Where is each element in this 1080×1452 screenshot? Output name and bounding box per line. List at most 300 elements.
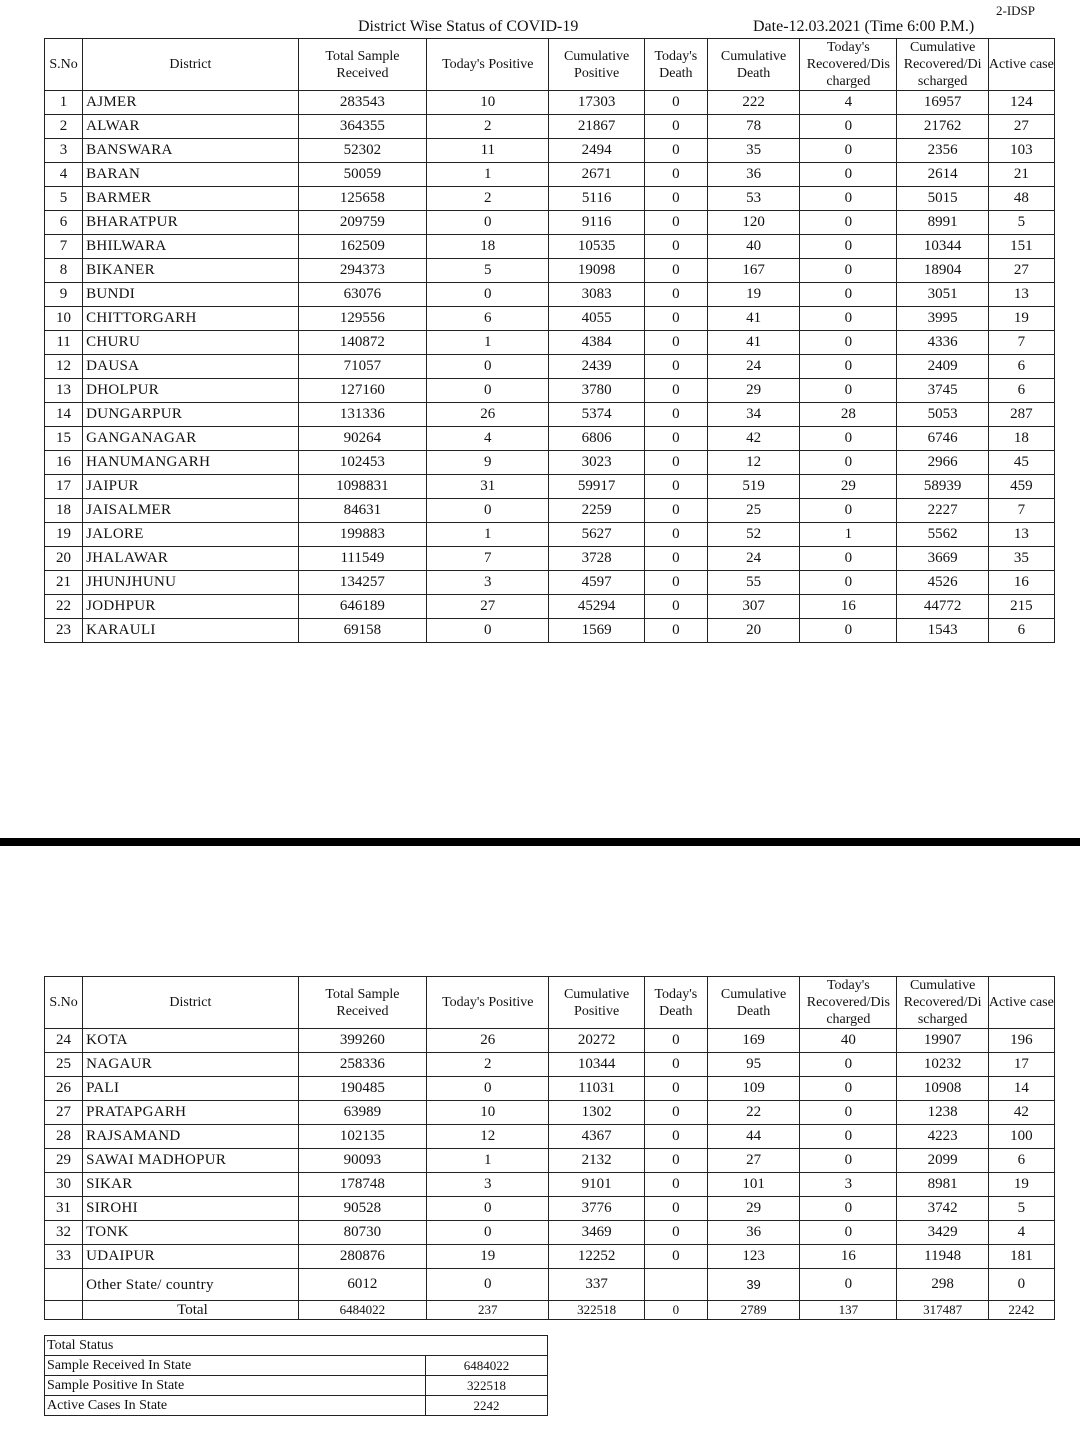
cell-today-death: 0 [644, 331, 707, 355]
cell-active-case: 13 [988, 523, 1054, 547]
cell-total-sample: 134257 [298, 571, 426, 595]
cell-cumulative-recovered: 3429 [897, 1221, 988, 1245]
cell-active-case: 124 [988, 91, 1054, 115]
cell-cumulative-positive: 337 [549, 1269, 644, 1301]
cell-sno: 17 [45, 475, 83, 499]
cell-cumulative-positive: 12252 [549, 1245, 644, 1269]
cell-today-death [644, 1269, 707, 1301]
cell-today-death: 0 [644, 1101, 707, 1125]
cell-cumulative-death: 222 [707, 91, 799, 115]
cell-active-case: 6 [988, 379, 1054, 403]
cell-total-sample: 63076 [298, 283, 426, 307]
cell-cumulative-death: 519 [707, 475, 799, 499]
cell-cumulative-death: 27 [707, 1149, 799, 1173]
cell-cumulative-recovered: 21762 [897, 115, 988, 139]
table-header-row [45, 39, 1055, 91]
cell-cumulative-recovered: 10232 [897, 1053, 988, 1077]
table-row [45, 475, 1055, 499]
cell-today-death: 0 [644, 91, 707, 115]
cell-today-recovered: 16 [800, 595, 897, 619]
status-label: Sample Positive In State [45, 1376, 426, 1396]
report-code: 2-IDSP [996, 3, 1036, 18]
cell-cumulative-positive: 2439 [549, 355, 644, 379]
cell-today-positive: 1 [427, 163, 549, 187]
cell-sno: 6 [45, 211, 83, 235]
cell-cumulative-death: 169 [707, 1029, 799, 1053]
cell-total-sample: 209759 [298, 211, 426, 235]
cell-total-sample: 50059 [298, 163, 426, 187]
cell-today-recovered: 0 [800, 451, 897, 475]
cell-today-recovered: 0 [800, 1221, 897, 1245]
cell-total-sample: 399260 [298, 1029, 426, 1053]
cell-sno: 23 [45, 619, 83, 643]
cell-cumulative-positive: 6806 [549, 427, 644, 451]
cell-district: DHOLPUR [83, 379, 299, 403]
cell-today-death: 0 [644, 307, 707, 331]
col-sno: S.No [45, 39, 83, 91]
cell-today-recovered: 0 [800, 1149, 897, 1173]
table-row [45, 379, 1055, 403]
cell-cumulative-recovered: 2966 [897, 451, 988, 475]
cell-cumulative-recovered: 2614 [897, 163, 988, 187]
cell-sno: 14 [45, 403, 83, 427]
cell-today-positive: 0 [427, 619, 549, 643]
cell-today-positive: 0 [427, 1221, 549, 1245]
cell-total-sample: 1098831 [298, 475, 426, 499]
col-active-case: Active case [988, 977, 1054, 1029]
cell-cumulative-positive: 2132 [549, 1149, 644, 1173]
cell-cumulative-positive: 2494 [549, 139, 644, 163]
cell-district: UDAIPUR [83, 1245, 299, 1269]
cell-cumulative-recovered: 2099 [897, 1149, 988, 1173]
cell-cumulative-recovered: 298 [897, 1269, 988, 1301]
cell-cumulative-positive: 11031 [549, 1077, 644, 1101]
cell-cumulative-recovered: 2356 [897, 139, 988, 163]
table-row [45, 187, 1055, 211]
cell-today-positive: 26 [427, 403, 549, 427]
table-row [45, 283, 1055, 307]
cell-sno: 3 [45, 139, 83, 163]
cell-today-positive: 0 [427, 355, 549, 379]
cell-total-sample: 127160 [298, 379, 426, 403]
cell-cumulative-recovered: 18904 [897, 259, 988, 283]
cell-today-death: 0 [644, 1125, 707, 1149]
cell-district: PRATAPGARH [83, 1101, 299, 1125]
cell-sno: 12 [45, 355, 83, 379]
cell-cumulative-death: 34 [707, 403, 799, 427]
cell-today-positive: 1 [427, 331, 549, 355]
cell-today-recovered: 40 [800, 1029, 897, 1053]
cell-active-case: 196 [988, 1029, 1054, 1053]
table-row [45, 91, 1055, 115]
cell-cumulative-recovered: 5562 [897, 523, 988, 547]
cell-total-sample: 364355 [298, 115, 426, 139]
cell-today-recovered: 0 [800, 259, 897, 283]
cell-cumulative-recovered: 16957 [897, 91, 988, 115]
total-today-death: 0 [644, 1301, 707, 1320]
table-row [45, 403, 1055, 427]
cell-cumulative-recovered: 3995 [897, 307, 988, 331]
cell-today-death: 0 [644, 283, 707, 307]
cell-sno [45, 1301, 83, 1320]
cell-active-case: 18 [988, 427, 1054, 451]
cell-cumulative-death: 101 [707, 1173, 799, 1197]
status-value: 2242 [426, 1396, 548, 1416]
cell-cumulative-positive: 3780 [549, 379, 644, 403]
total-label: Total [83, 1301, 299, 1320]
cell-cumulative-death: 307 [707, 595, 799, 619]
cell-cumulative-death: 109 [707, 1077, 799, 1101]
cell-district: SIROHI [83, 1197, 299, 1221]
cell-sno: 8 [45, 259, 83, 283]
cell-today-recovered: 0 [800, 547, 897, 571]
cell-today-death: 0 [644, 259, 707, 283]
cell-cumulative-positive: 5116 [549, 187, 644, 211]
cell-district: CHURU [83, 331, 299, 355]
cell-cumulative-recovered: 2409 [897, 355, 988, 379]
col-cumulative-death: Cumulative Death [707, 977, 799, 1029]
cell-active-case: 19 [988, 1173, 1054, 1197]
col-district: District [83, 39, 299, 91]
report-datetime: Date-12.03.2021 (Time 6:00 P.M.) [753, 18, 975, 35]
cell-district: BARMER [83, 187, 299, 211]
cell-active-case: 16 [988, 571, 1054, 595]
cell-today-positive: 3 [427, 571, 549, 595]
cell-today-death: 0 [644, 211, 707, 235]
cell-cumulative-recovered: 4223 [897, 1125, 988, 1149]
cell-active-case: 27 [988, 115, 1054, 139]
cell-total-sample: 125658 [298, 187, 426, 211]
cell-cumulative-death: 123 [707, 1245, 799, 1269]
cell-sno: 31 [45, 1197, 83, 1221]
cell-total-sample: 131336 [298, 403, 426, 427]
col-today-recovered: Today's Recovered/Dis charged [800, 977, 897, 1029]
cell-district: BARAN [83, 163, 299, 187]
cell-sno: 30 [45, 1173, 83, 1197]
cell-sno: 22 [45, 595, 83, 619]
cell-district: AJMER [83, 91, 299, 115]
cell-active-case: 100 [988, 1125, 1054, 1149]
cell-cumulative-positive: 5374 [549, 403, 644, 427]
table-row [45, 595, 1055, 619]
district-table-part2 [44, 976, 1055, 1320]
cell-today-positive: 2 [427, 187, 549, 211]
cell-district: ALWAR [83, 115, 299, 139]
cell-total-sample: 190485 [298, 1077, 426, 1101]
cell-sno: 26 [45, 1077, 83, 1101]
cell-cumulative-death: 120 [707, 211, 799, 235]
cell-total-sample: 52302 [298, 139, 426, 163]
cell-active-case: 215 [988, 595, 1054, 619]
cell-today-recovered: 16 [800, 1245, 897, 1269]
cell-sno: 13 [45, 379, 83, 403]
cell-today-death: 0 [644, 235, 707, 259]
cell-cumulative-death: 25 [707, 499, 799, 523]
cell-cumulative-death: 20 [707, 619, 799, 643]
cell-today-recovered: 0 [800, 1053, 897, 1077]
cell-cumulative-positive: 9101 [549, 1173, 644, 1197]
cell-today-recovered: 4 [800, 91, 897, 115]
cell-total-sample: 63989 [298, 1101, 426, 1125]
cell-district: BIKANER [83, 259, 299, 283]
other-state-row [45, 1269, 1055, 1301]
cell-total-sample: 90093 [298, 1149, 426, 1173]
col-district: District [83, 977, 299, 1029]
cell-today-recovered: 0 [800, 211, 897, 235]
cell-cumulative-death: 41 [707, 307, 799, 331]
cell-cumulative-positive: 4384 [549, 331, 644, 355]
cell-cumulative-positive: 21867 [549, 115, 644, 139]
cell-cumulative-death: 36 [707, 163, 799, 187]
cell-active-case: 0 [988, 1269, 1054, 1301]
cell-cumulative-positive: 1302 [549, 1101, 644, 1125]
cell-sno: 20 [45, 547, 83, 571]
cell-cumulative-recovered: 44772 [897, 595, 988, 619]
cell-sno: 9 [45, 283, 83, 307]
col-today-positive: Today's Positive [427, 39, 549, 91]
cell-sno: 27 [45, 1101, 83, 1125]
cell-today-recovered: 0 [800, 1197, 897, 1221]
cell-district: BANSWARA [83, 139, 299, 163]
cell-district: JAIPUR [83, 475, 299, 499]
table-row [45, 211, 1055, 235]
cell-today-death: 0 [644, 403, 707, 427]
cell-active-case: 5 [988, 1197, 1054, 1221]
table-row [45, 331, 1055, 355]
cell-total-sample: 69158 [298, 619, 426, 643]
cell-cumulative-positive: 4055 [549, 307, 644, 331]
cell-cumulative-positive: 3728 [549, 547, 644, 571]
cell-active-case: 45 [988, 451, 1054, 475]
cell-cumulative-positive: 5627 [549, 523, 644, 547]
report-title: District Wise Status of COVID-19 [358, 18, 579, 35]
cell-today-death: 0 [644, 451, 707, 475]
cell-sno: 7 [45, 235, 83, 259]
cell-cumulative-recovered: 19907 [897, 1029, 988, 1053]
cell-cumulative-death: 55 [707, 571, 799, 595]
cell-district: GANGANAGAR [83, 427, 299, 451]
cell-cumulative-positive: 9116 [549, 211, 644, 235]
cell-sno: 19 [45, 523, 83, 547]
cell-today-recovered: 0 [800, 355, 897, 379]
cell-today-recovered: 0 [800, 115, 897, 139]
table-row [45, 1221, 1055, 1245]
cell-total-sample: 294373 [298, 259, 426, 283]
cell-total-sample: 258336 [298, 1053, 426, 1077]
cell-today-positive: 31 [427, 475, 549, 499]
cell-district: JHALAWAR [83, 547, 299, 571]
cell-today-death: 0 [644, 475, 707, 499]
cell-district: NAGAUR [83, 1053, 299, 1077]
district-table-part1 [44, 38, 1055, 643]
cell-total-sample: 129556 [298, 307, 426, 331]
cell-today-positive: 5 [427, 259, 549, 283]
cell-cumulative-positive: 17303 [549, 91, 644, 115]
cell-today-recovered: 0 [800, 163, 897, 187]
cell-today-positive: 3 [427, 1173, 549, 1197]
cell-today-death: 0 [644, 1029, 707, 1053]
table-row [45, 619, 1055, 643]
cell-cumulative-death: 42 [707, 427, 799, 451]
cell-cumulative-positive: 59917 [549, 475, 644, 499]
cell-today-death: 0 [644, 595, 707, 619]
cell-today-positive: 9 [427, 451, 549, 475]
cell-total-sample: 283543 [298, 91, 426, 115]
cell-cumulative-death: 78 [707, 115, 799, 139]
cell-district: BUNDI [83, 283, 299, 307]
cell-sno: 2 [45, 115, 83, 139]
cell-cumulative-death: 35 [707, 139, 799, 163]
total-today-recovered: 137 [800, 1301, 897, 1320]
cell-today-recovered: 0 [800, 571, 897, 595]
table-row [45, 451, 1055, 475]
cell-district: JHUNJHUNU [83, 571, 299, 595]
cell-district: CHITTORGARH [83, 307, 299, 331]
cell-cumulative-recovered: 1238 [897, 1101, 988, 1125]
cell-today-recovered: 0 [800, 1269, 897, 1301]
cell-cumulative-positive: 4367 [549, 1125, 644, 1149]
cell-active-case: 287 [988, 403, 1054, 427]
cell-district: JODHPUR [83, 595, 299, 619]
cell-active-case: 4 [988, 1221, 1054, 1245]
cell-today-recovered: 0 [800, 307, 897, 331]
col-today-death: Today's Death [644, 39, 707, 91]
cell-sno: 21 [45, 571, 83, 595]
total-cumulative-positive: 322518 [549, 1301, 644, 1320]
table-row [45, 1053, 1055, 1077]
cell-today-positive: 0 [427, 1269, 549, 1301]
cell-active-case: 103 [988, 139, 1054, 163]
total-status-table [44, 1335, 548, 1416]
table-row [45, 1101, 1055, 1125]
cell-active-case: 21 [988, 163, 1054, 187]
cell-today-recovered: 0 [800, 1101, 897, 1125]
cell-cumulative-death: 44 [707, 1125, 799, 1149]
cell-today-recovered: 0 [800, 331, 897, 355]
cell-today-death: 0 [644, 1221, 707, 1245]
cell-today-positive: 7 [427, 547, 549, 571]
col-total-sample: Total Sample Received [298, 39, 426, 91]
col-today-positive: Today's Positive [427, 977, 549, 1029]
cell-cumulative-recovered: 3742 [897, 1197, 988, 1221]
cell-today-death: 0 [644, 1149, 707, 1173]
cell-sno [45, 1269, 83, 1301]
cell-district: SIKAR [83, 1173, 299, 1197]
cell-cumulative-recovered: 10344 [897, 235, 988, 259]
cell-active-case: 13 [988, 283, 1054, 307]
cell-cumulative-death: 53 [707, 187, 799, 211]
cell-active-case: 7 [988, 331, 1054, 355]
table-row [45, 547, 1055, 571]
cell-total-sample: 646189 [298, 595, 426, 619]
cell-today-recovered: 0 [800, 427, 897, 451]
cell-today-death: 0 [644, 1245, 707, 1269]
cell-cumulative-recovered: 58939 [897, 475, 988, 499]
cell-cumulative-death: 167 [707, 259, 799, 283]
cell-total-sample: 90528 [298, 1197, 426, 1221]
table-row [45, 1149, 1055, 1173]
cell-today-positive: 12 [427, 1125, 549, 1149]
cell-cumulative-recovered: 1543 [897, 619, 988, 643]
cell-today-recovered: 0 [800, 619, 897, 643]
cell-today-recovered: 0 [800, 235, 897, 259]
table-row [45, 427, 1055, 451]
col-today-recovered: Today's Recovered/Dis charged [800, 39, 897, 91]
cell-active-case: 27 [988, 259, 1054, 283]
total-cumulative-recovered: 317487 [897, 1301, 988, 1320]
cell-active-case: 151 [988, 235, 1054, 259]
cell-today-positive: 10 [427, 1101, 549, 1125]
cell-cumulative-death: 52 [707, 523, 799, 547]
cell-sno: 11 [45, 331, 83, 355]
total-cumulative-death: 2789 [707, 1301, 799, 1320]
cell-cumulative-positive: 10535 [549, 235, 644, 259]
cell-today-recovered: 0 [800, 283, 897, 307]
cell-total-sample: 111549 [298, 547, 426, 571]
cell-today-positive: 19 [427, 1245, 549, 1269]
cell-district: HANUMANGARH [83, 451, 299, 475]
cell-sno: 15 [45, 427, 83, 451]
cell-cumulative-death: 39 [707, 1269, 799, 1301]
total-active-case: 2242 [988, 1301, 1054, 1320]
cell-today-positive: 11 [427, 139, 549, 163]
cell-cumulative-positive: 3469 [549, 1221, 644, 1245]
status-label: Active Cases In State [45, 1396, 426, 1416]
cell-sno: 28 [45, 1125, 83, 1149]
cell-district: Other State/ country [83, 1269, 299, 1301]
cell-today-death: 0 [644, 427, 707, 451]
cell-cumulative-positive: 1569 [549, 619, 644, 643]
cell-today-positive: 10 [427, 91, 549, 115]
cell-today-positive: 1 [427, 523, 549, 547]
cell-total-sample: 280876 [298, 1245, 426, 1269]
cell-today-positive: 1 [427, 1149, 549, 1173]
cell-cumulative-recovered: 8981 [897, 1173, 988, 1197]
col-cumulative-positive: Cumulative Positive [549, 39, 644, 91]
cell-today-death: 0 [644, 115, 707, 139]
cell-active-case: 42 [988, 1101, 1054, 1125]
table-row [45, 1173, 1055, 1197]
cell-total-sample: 178748 [298, 1173, 426, 1197]
cell-today-death: 0 [644, 1053, 707, 1077]
status-value: 6484022 [426, 1356, 548, 1376]
cell-cumulative-recovered: 6746 [897, 427, 988, 451]
cell-district: SAWAI MADHOPUR [83, 1149, 299, 1173]
cell-cumulative-death: 95 [707, 1053, 799, 1077]
col-sno: S.No [45, 977, 83, 1029]
cell-sno: 16 [45, 451, 83, 475]
status-heading: Total Status [45, 1336, 426, 1356]
cell-sno: 29 [45, 1149, 83, 1173]
cell-today-positive: 18 [427, 235, 549, 259]
cell-district: PALI [83, 1077, 299, 1101]
cell-today-positive: 0 [427, 499, 549, 523]
cell-total-sample: 162509 [298, 235, 426, 259]
cell-active-case: 181 [988, 1245, 1054, 1269]
col-cumulative-death: Cumulative Death [707, 39, 799, 91]
cell-today-positive: 0 [427, 1197, 549, 1221]
cell-today-positive: 27 [427, 595, 549, 619]
cell-today-positive: 2 [427, 115, 549, 139]
cell-cumulative-positive: 3776 [549, 1197, 644, 1221]
col-cumulative-positive: Cumulative Positive [549, 977, 644, 1029]
cell-district: TONK [83, 1221, 299, 1245]
status-label: Sample Received In State [45, 1356, 426, 1376]
cell-cumulative-recovered: 3745 [897, 379, 988, 403]
cell-active-case: 5 [988, 211, 1054, 235]
col-active-case: Active case [988, 39, 1054, 91]
cell-total-sample: 84631 [298, 499, 426, 523]
